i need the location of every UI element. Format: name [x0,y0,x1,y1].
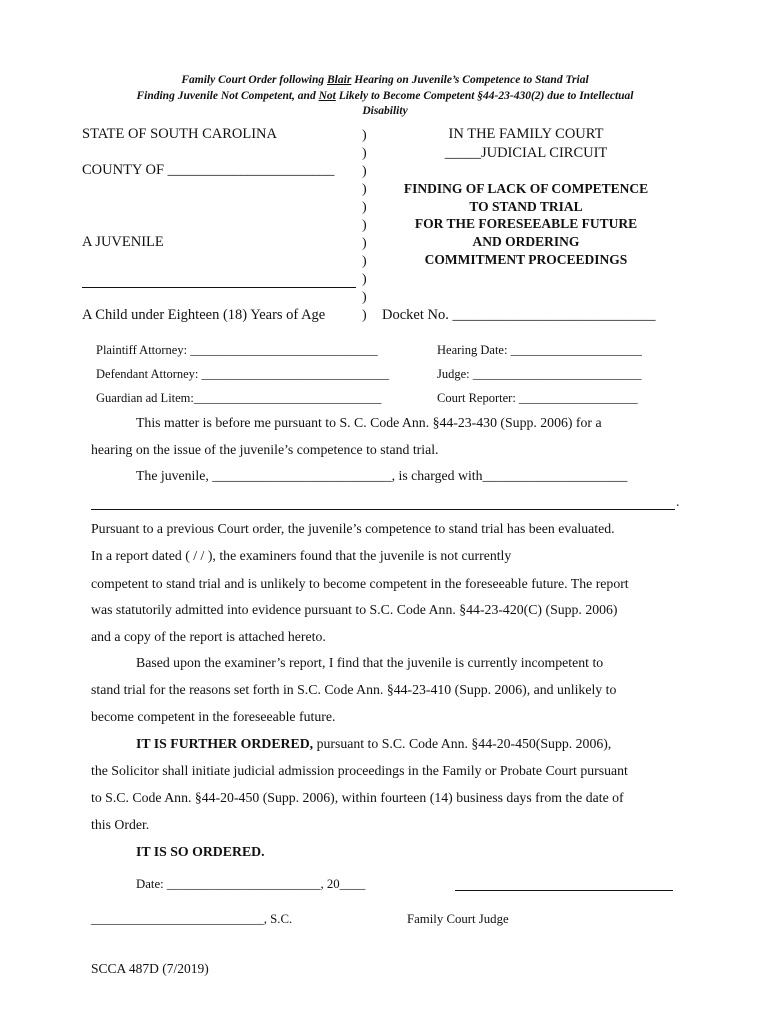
court-reporter-field[interactable]: Court Reporter: ___________________ [437,391,638,405]
body-line: was statutorily admitted into evidence pursuant to S.C. Code Ann. §44-23-420(C) (Supp. 2006) [91,602,618,617]
plaintiff-attorney-field[interactable]: Plaintiff Attorney: ______________________________ [96,343,378,357]
form-title-line: FINDING OF LACK OF COMPETENCE [403,181,649,196]
header-case-name: Blair [327,74,352,86]
caption-paren: ) [362,290,367,305]
body-line: become competent in the foreseeable future. [91,709,336,724]
further-ordered-heading: IT IS FURTHER ORDERED, [136,736,314,751]
header-text: Hearing on Juvenile’s Competence to Stand Trial [351,74,589,86]
caption-paren: ) [362,164,367,179]
form-title-line: TO STAND TRIAL [469,199,583,214]
header-line-2 [0,90,770,102]
juvenile-label: A JUVENILE [82,234,164,250]
header-text: Finding Juvenile Not Competent, and [136,90,319,102]
caption-paren: ) [362,236,367,251]
charge-line[interactable]: The juvenile, __________________________, is charged with_____________________ [136,468,628,483]
guardian-ad-litem-field[interactable]: Guardian ad Litem:______________________________ [96,391,382,405]
caption-paren: ) [362,254,367,269]
form-title-line: FOR THE FORESEEABLE FUTURE [414,216,638,231]
charge-continuation-line[interactable] [91,509,675,510]
body-line: hearing on the issue of the juvenile’s competence to stand trial. [91,442,439,457]
further-ordered-line [136,736,611,752]
circuit-field[interactable]: _____JUDICIAL CIRCUIT [444,145,608,161]
docket-field[interactable]: Docket No. ____________________________ [382,307,656,323]
body-line: and a copy of the report is attached hereto. [91,629,326,644]
body-line: Pursuant to a previous Court order, the juvenile’s competence to stand trial has been evaluated. [91,521,615,536]
caption-paren: ) [362,272,367,287]
form-title-line: AND ORDERING [472,234,580,249]
judge-title-label: Family Court Judge [407,912,509,926]
body-line-end: . [676,494,680,509]
location-field[interactable]: ___________________________, S.C. [91,912,293,926]
body-line: stand trial for the reasons set forth in S.C. Code Ann. §44-23-410 (Supp. 2006), and unlikely to [91,682,617,697]
report-date-line[interactable]: In a report dated ( / / ), the examiners found that the juvenile is not currently [91,548,512,563]
header-text: Family Court Order following [181,74,328,86]
judge-field[interactable]: Judge: ___________________________ [437,367,642,381]
caption-paren: ) [362,128,367,143]
hearing-date-field[interactable]: Hearing Date: _____________________ [437,343,642,357]
child-age-label: A Child under Eighteen (18) Years of Age [82,307,326,323]
caption-paren: ) [362,200,367,215]
caption-paren: ) [362,182,367,197]
body-line: This matter is before me pursuant to S. C. Code Ann. §44-23-430 (Supp. 2006) for a [136,415,602,430]
state-label: STATE OF SOUTH CAROLINA [82,126,277,142]
form-title-line: COMMITMENT PROCEEDINGS [424,252,628,267]
caption-paren: ) [362,146,367,161]
body-line: the Solicitor shall initiate judicial admission proceedings in the Family or Probate Court pursuant [91,763,628,778]
header-text: Likely to Become Competent §44-23-430(2) due to Intellectual [335,90,634,102]
county-field[interactable]: COUNTY OF _______________________ [82,162,335,178]
header-line-3: Disability [362,105,408,117]
form-id: SCCA 487D (7/2019) [91,961,209,976]
caption-paren: ) [362,218,367,233]
juvenile-name-line[interactable] [82,287,356,288]
header-line-1 [0,74,770,86]
defendant-attorney-field[interactable]: Defendant Attorney: ______________________________ [96,367,390,381]
body-line: this Order. [91,817,150,832]
caption-paren: ) [362,308,367,323]
judge-signature-line[interactable] [455,890,673,891]
body-text: pursuant to S.C. Code Ann. §44-20-450(Supp. 2006), [313,736,612,751]
body-line: competent to stand trial and is unlikely to become competent in the foreseeable future. The report [91,576,629,591]
so-ordered-heading: IT IS SO ORDERED. [136,844,265,859]
body-line: Based upon the examiner’s report, I find that the juvenile is currently incompetent to [136,655,604,670]
body-line: to S.C. Code Ann. §44-20-450 (Supp. 2006), within fourteen (14) business days from the date of [91,790,624,805]
header-emphasis: Not [318,90,336,102]
court-label: IN THE FAMILY COURT [448,126,604,142]
order-date-field[interactable]: Date: ________________________, 20____ [136,877,366,891]
